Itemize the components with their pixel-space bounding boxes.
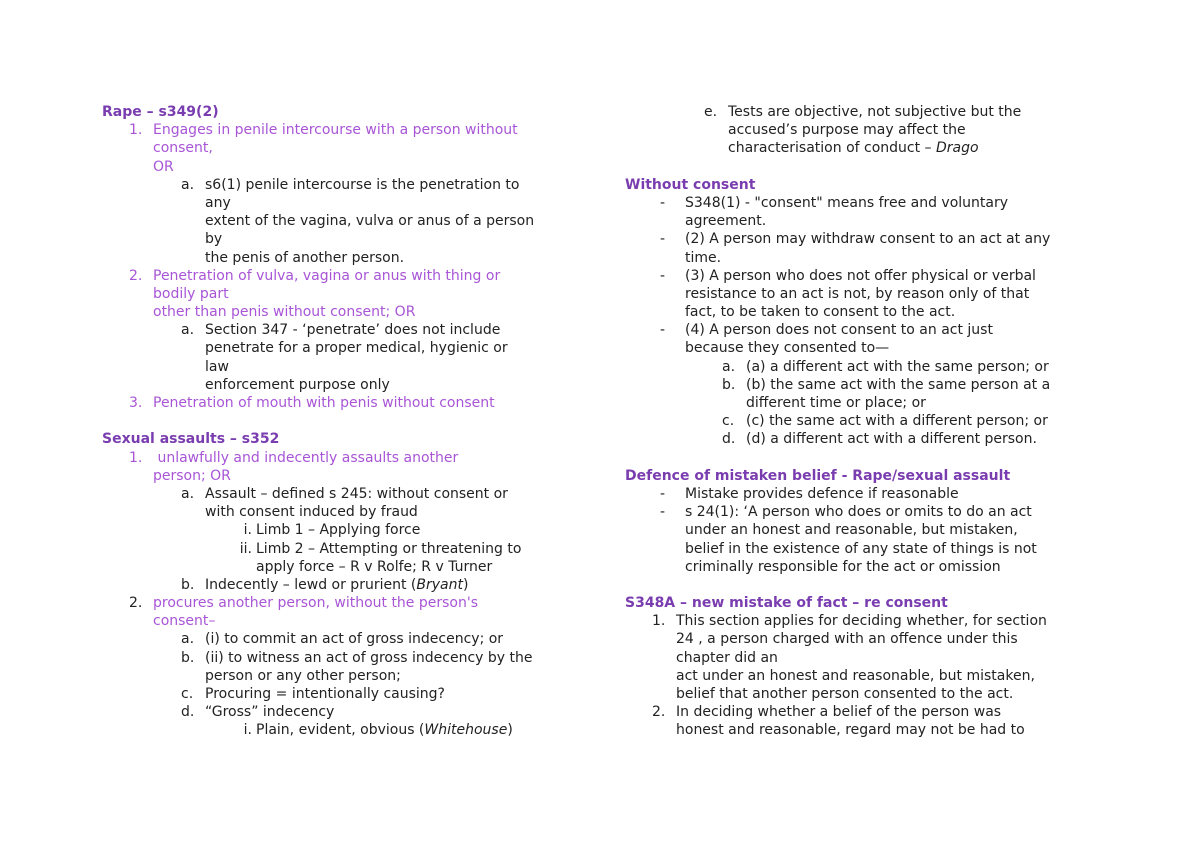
sub-list-item: b. (ii) to witness an act of gross indecency by the: [181, 649, 533, 666]
list-item-continuation: belief that another person consented to the act.: [676, 686, 1014, 702]
list-item-continuation: act under an honest and reasonable, but mistaken,: [676, 667, 1035, 684]
bullet-item-continuation: criminally responsible for the act or omission: [685, 558, 1001, 575]
bullet-item: - Mistake provides defence if reasonable: [660, 485, 959, 502]
list-item: 3. Penetration of mouth with penis without consent: [129, 395, 495, 411]
spacer: [102, 412, 602, 430]
sub-list-item: a. Section 347 - ‘penetrate’ does not include: [181, 322, 501, 339]
s348a-heading: S348A – new mistake of fact – re consent: [625, 595, 948, 612]
bullet-item-continuation: fact, to be taken to consent to the act.: [685, 304, 956, 321]
list-item: 2. procures another person, without the person's: [129, 595, 479, 612]
sub-list-item-continuation: law: [205, 358, 229, 375]
defence-heading: Defence of mistaken belief - Rape/sexual assault: [625, 467, 1011, 484]
list-item-continuation: bodily part: [153, 285, 229, 302]
sub-list-item: c. (c) the same act with a different person; or: [722, 413, 1048, 430]
bullet-item: - S348(1) - "consent" means free and voluntary: [660, 194, 1009, 211]
sub-list-item: a. s6(1) penile intercourse is the penetration to: [181, 176, 520, 193]
sub-list-item: a. Assault – defined s 245: without consent or: [181, 485, 508, 502]
bullet-item: - (2) A person may withdraw consent to an act at any: [660, 231, 1051, 248]
sub-list-item: e. Tests are objective, not subjective but the: [704, 104, 1022, 120]
sub-list-item-continuation: accused’s purpose may affect the: [728, 122, 966, 139]
bullet-item: - (4) A person does not consent to an act just: [660, 322, 993, 339]
bullet-item-continuation: under an honest and reasonable, but mistaken,: [685, 522, 1018, 539]
case-name: Drago: [936, 140, 979, 157]
sub-sub-list-item: i. Limb 1 – Applying force: [243, 522, 421, 539]
right-column: [625, 103, 1125, 740]
sub-list-item: b. (b) the same act with the same person at a: [722, 376, 1051, 393]
spacer: [625, 158, 1125, 176]
sub-list-item-continuation: enforcement purpose only: [205, 376, 390, 393]
bullet-item-continuation: resistance to an act is not, by reason only of that: [685, 285, 1030, 302]
sub-list-item-continuation: the penis of another person.: [205, 249, 405, 266]
case-name: Whitehouse: [424, 722, 508, 739]
list-item-continuation: person; OR: [153, 467, 231, 484]
sub-sub-list-item: i. Plain, evident, obvious (Whitehouse): [243, 722, 513, 739]
sub-list-item: a. (i) to commit an act of gross indecency; or: [181, 631, 504, 648]
spacer: [625, 576, 1125, 594]
bullet-item-continuation: agreement.: [685, 213, 767, 230]
rape-heading: Rape – s349(2): [102, 104, 219, 120]
bullet-item-continuation: because they consented to—: [685, 340, 890, 357]
list-item: 2. Penetration of vulva, vagina or anus with thing or: [129, 267, 501, 284]
list-item-continuation: consent–: [153, 613, 216, 630]
sub-list-item-continuation: with consent induced by fraud: [205, 504, 418, 521]
list-item-continuation: consent,: [153, 140, 213, 157]
sub-list-item: b. Indecently – lewd or prurient (Bryant): [181, 576, 469, 593]
sub-list-item-continuation: any: [205, 194, 231, 211]
sub-sub-list-item-continuation: apply force – R v Rolfe; R v Turner: [256, 558, 493, 575]
sub-list-item: a. (a) a different act with the same person; or: [722, 358, 1049, 375]
sub-list-item-continuation: different time or place; or: [746, 395, 926, 411]
without-consent-heading: Without consent: [625, 176, 756, 193]
list-item-continuation: 24 , a person charged with an offence under this: [676, 631, 1018, 648]
list-item: 1. unlawfully and indecently assaults another: [129, 449, 459, 466]
sub-list-item-continuation: characterisation of conduct – Drago: [728, 140, 979, 157]
bullet-item: - (3) A person who does not offer physical or verbal: [660, 267, 1036, 284]
sub-sub-list-item: ii. Limb 2 – Attempting or threatening to: [239, 540, 522, 557]
sub-list-item-continuation: by: [205, 231, 223, 248]
bullet-item-continuation: belief in the existence of any state of things is not: [685, 540, 1037, 557]
sub-list-item-continuation: extent of the vagina, vulva or anus of a person: [205, 213, 535, 230]
list-item: 1. Engages in penile intercourse with a person without: [129, 122, 518, 139]
bullet-item: - s 24(1): ‘A person who does or omits to do an act: [660, 504, 1032, 521]
spacer: [625, 449, 1125, 467]
bullet-item-continuation: time.: [685, 249, 722, 266]
case-name: Bryant: [416, 576, 463, 593]
list-item-continuation: honest and reasonable, regard may not be had to: [676, 722, 1025, 739]
sub-list-item-continuation: penetrate for a proper medical, hygienic or: [205, 340, 508, 357]
sub-list-item: c. Procuring = intentionally causing?: [181, 686, 445, 702]
list-item-continuation: chapter did an: [676, 649, 778, 666]
sub-list-item: d. (d) a different act with a different person.: [722, 431, 1037, 448]
list-item-continuation: OR: [153, 158, 174, 175]
left-column: [102, 103, 602, 740]
sub-list-item: d. “Gross” indecency: [181, 704, 335, 721]
sexual-assaults-heading: Sexual assaults – s352: [102, 431, 280, 448]
list-item: 1. This section applies for deciding whether, for section: [652, 613, 1047, 630]
list-item: 2. In deciding whether a belief of the person was: [652, 704, 1002, 721]
sub-list-item-continuation: person or any other person;: [205, 667, 401, 684]
list-item-continuation: other than penis without consent; OR: [153, 304, 416, 321]
